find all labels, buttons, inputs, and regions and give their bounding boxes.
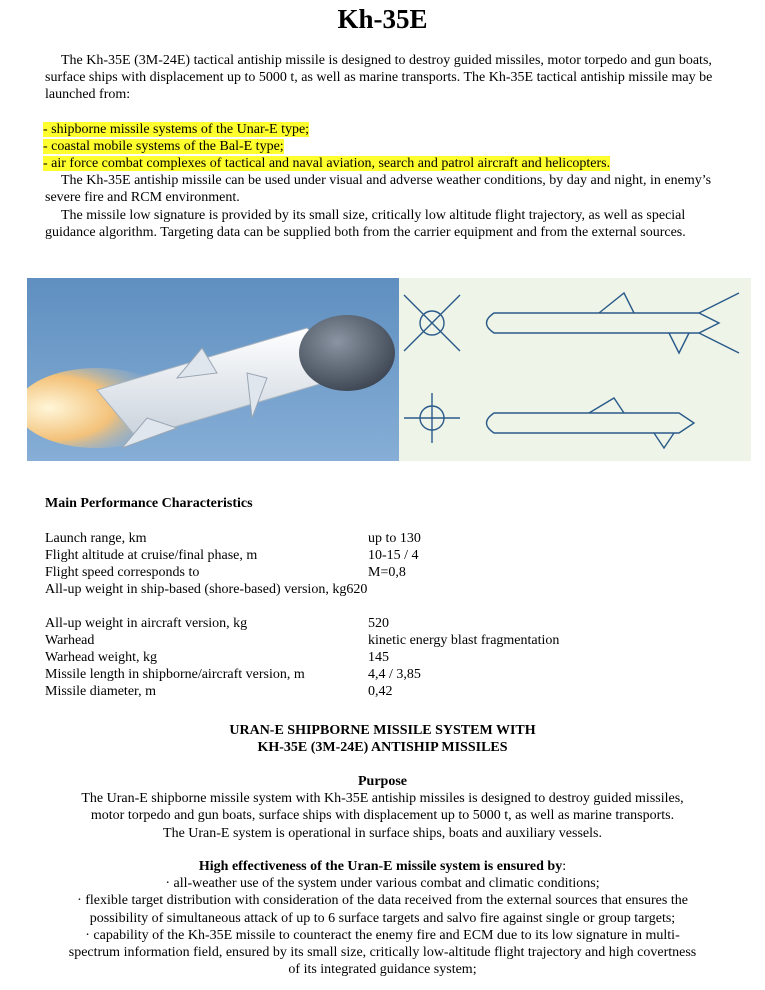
table-row bbox=[45, 632, 685, 649]
effectiveness-line: possibility of simultaneous attack of up to 6 surface targets and salvo fire against single or group targets; bbox=[89, 910, 676, 926]
characteristics-heading: Main Performance Characteristics bbox=[45, 496, 253, 511]
row-value: M=0,8 bbox=[368, 565, 406, 580]
row-label: All-up weight in aircraft version, kg bbox=[45, 616, 248, 631]
purpose-line: motor torpedo and gun boats, surface ships with displacement up to 5000 t, as well as marine transports. bbox=[90, 808, 675, 824]
table-row bbox=[45, 564, 685, 581]
table-row bbox=[45, 666, 685, 683]
effectiveness-line: · all-weather use of the system under various combat and climatic conditions; bbox=[165, 876, 600, 892]
table-row bbox=[45, 649, 685, 666]
table-row bbox=[45, 547, 685, 564]
row-value: 10-15 / 4 bbox=[368, 548, 419, 563]
table-row bbox=[45, 581, 685, 598]
purpose-line: The Uran-E shipborne missile system with Kh-35E antiship missiles is designed to destroy guided missiles, bbox=[81, 791, 684, 807]
row-spacer bbox=[45, 598, 685, 615]
effectiveness-line: of its integrated guidance system; bbox=[288, 962, 477, 978]
row-value: up to 130 bbox=[368, 531, 421, 546]
list-item bbox=[43, 155, 725, 172]
table-row bbox=[45, 683, 685, 700]
highlighted-text: - shipborne missile systems of the Unar-E type; bbox=[43, 121, 310, 137]
row-label: Missile length in shipborne/aircraft version, m bbox=[45, 667, 305, 682]
row-value: kinetic energy blast fragmentation bbox=[368, 633, 560, 648]
effectiveness-heading-line bbox=[20, 858, 745, 875]
purpose-heading: Purpose bbox=[358, 774, 407, 789]
system-title-line: URAN-E SHIPBORNE MISSILE SYSTEM WITH bbox=[229, 723, 536, 738]
signature-paragraph: The missile low signature is provided by its small size, critically low altitude flight trajectory, as well as special guidance algorithm. Targeting data can be supplied both from the carrier equipment and from the external sources. bbox=[45, 207, 686, 240]
system-title-line: KH-35E (3M-24E) ANTISHIP MISSILES bbox=[257, 740, 508, 756]
row-label: Missile diameter, m bbox=[45, 684, 157, 699]
row-value: 145 bbox=[368, 650, 389, 665]
row-label: Flight altitude at cruise/final phase, m bbox=[45, 548, 258, 563]
row-label: Launch range, km bbox=[45, 531, 147, 546]
purpose-line: The Uran-E system is operational in surface ships, boats and auxiliary vessels. bbox=[163, 825, 602, 841]
missile-photo bbox=[27, 278, 399, 461]
heading-colon: : bbox=[562, 859, 567, 874]
weather-paragraph: The Kh-35E antiship missile can be used under visual and adverse weather conditions, by day and night, in enemy’s severe fire and RCM environment. bbox=[45, 173, 712, 206]
row-label: Warhead weight, kg bbox=[45, 650, 157, 665]
row-value: 4,4 / 3,85 bbox=[368, 667, 421, 682]
purpose-section bbox=[20, 773, 745, 842]
missile-images bbox=[27, 278, 751, 461]
characteristics-table bbox=[45, 530, 685, 700]
row-value: 520 bbox=[368, 616, 389, 631]
highlighted-text: - air force combat complexes of tactical and naval aviation, search and patrol aircraft and helicopters. bbox=[43, 156, 611, 172]
page-title: Kh-35E bbox=[337, 4, 428, 34]
table-row bbox=[45, 615, 685, 632]
row-label: Flight speed corresponds to bbox=[45, 565, 200, 580]
effectiveness-heading: High effectiveness of the Uran-E missile system is ensured by bbox=[198, 859, 563, 874]
list-item bbox=[43, 138, 725, 155]
list-item bbox=[43, 121, 725, 138]
intro-section bbox=[45, 52, 725, 241]
effectiveness-line: · capability of the Kh-35E missile to counteract the enemy fire and ECM due to its low signature in multi- bbox=[85, 927, 680, 943]
launch-platform-list bbox=[43, 121, 725, 173]
intro-paragraph: The Kh-35E (3M-24E) tactical antiship missile is designed to destroy guided missiles, motor torpedo and gun boats, surface ships with displacement up to 5000 t, as well as marine transports. The Kh-35E tactical antiship missile may be launched from: bbox=[45, 53, 713, 103]
effectiveness-section bbox=[20, 858, 745, 978]
effectiveness-line: · flexible target distribution with consideration of the data received from the external sources that ensures the bbox=[77, 893, 688, 909]
row-value: 0,42 bbox=[368, 684, 393, 699]
highlighted-text: - coastal mobile systems of the Bal-E type; bbox=[43, 138, 284, 154]
effectiveness-line: spectrum information field, ensured by its small size, critically low-altitude flight trajectory and high covertness bbox=[68, 945, 697, 961]
table-row bbox=[45, 530, 685, 547]
system-title bbox=[20, 722, 745, 756]
missile-schematic bbox=[399, 278, 751, 461]
row-label: Warhead bbox=[45, 633, 95, 648]
row-label: All-up weight in ship-based (shore-based) version, kg620 bbox=[45, 582, 368, 597]
